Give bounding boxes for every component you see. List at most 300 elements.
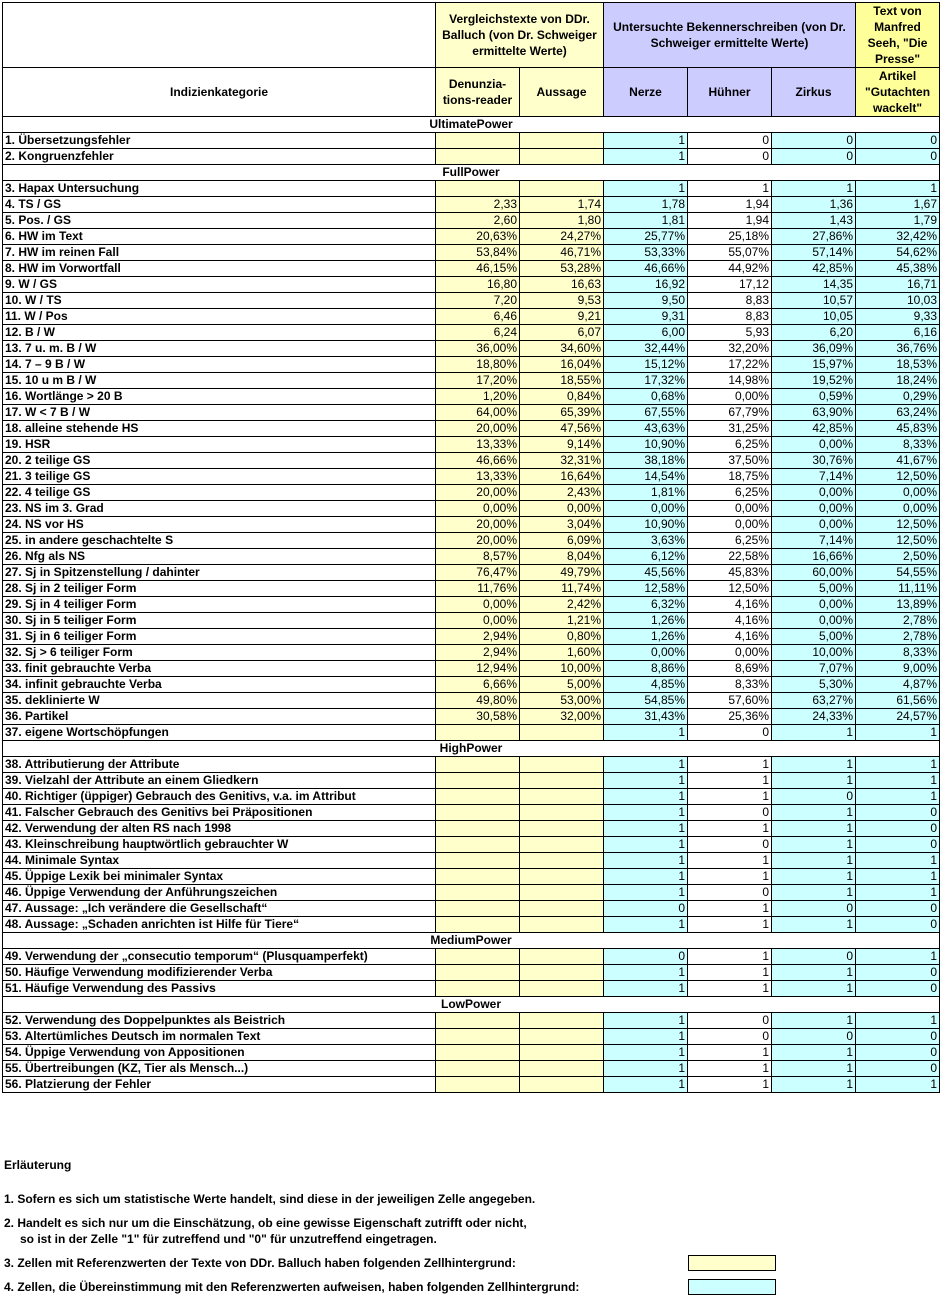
value-cell: 60,00% bbox=[772, 565, 856, 581]
value-cell: 9,14% bbox=[520, 437, 604, 453]
section-title: UltimatePower bbox=[3, 117, 940, 133]
value-cell bbox=[436, 981, 520, 997]
value-cell: 0 bbox=[772, 789, 856, 805]
value-cell: 0 bbox=[772, 901, 856, 917]
value-cell: 24,57% bbox=[856, 709, 940, 725]
value-cell: 0 bbox=[772, 949, 856, 965]
value-cell: 6,24 bbox=[436, 325, 520, 341]
row-label: 17. W < 7 B / W bbox=[3, 405, 436, 421]
header-col-zirkus: Zirkus bbox=[772, 68, 856, 117]
table-row bbox=[3, 437, 940, 453]
table-row bbox=[3, 213, 940, 229]
value-cell: 7,07% bbox=[772, 661, 856, 677]
row-label: 36. Partikel bbox=[3, 709, 436, 725]
table-row bbox=[3, 341, 940, 357]
value-cell: 1 bbox=[772, 821, 856, 837]
value-cell: 1 bbox=[772, 1013, 856, 1029]
value-cell: 0,00% bbox=[688, 517, 772, 533]
value-cell: 2,50% bbox=[856, 549, 940, 565]
value-cell: 0 bbox=[856, 917, 940, 933]
value-cell: 1 bbox=[688, 181, 772, 197]
value-cell bbox=[436, 181, 520, 197]
value-cell: 0,00% bbox=[520, 501, 604, 517]
value-cell: 0,00% bbox=[856, 485, 940, 501]
value-cell: 0 bbox=[856, 149, 940, 165]
value-cell bbox=[520, 885, 604, 901]
row-label: 13. 7 u. m. B / W bbox=[3, 341, 436, 357]
table-row bbox=[3, 325, 940, 341]
value-cell bbox=[436, 149, 520, 165]
table-row bbox=[3, 709, 940, 725]
value-cell: 36,00% bbox=[436, 341, 520, 357]
value-cell: 11,11% bbox=[856, 581, 940, 597]
value-cell: 9,31 bbox=[604, 309, 688, 325]
value-cell: 34,60% bbox=[520, 341, 604, 357]
value-cell: 1 bbox=[688, 1077, 772, 1093]
value-cell: 55,07% bbox=[688, 245, 772, 261]
value-cell: 8,83 bbox=[688, 309, 772, 325]
value-cell: 65,39% bbox=[520, 405, 604, 421]
value-cell: 0 bbox=[772, 1029, 856, 1045]
value-cell: 16,63 bbox=[520, 277, 604, 293]
value-cell: 1 bbox=[604, 965, 688, 981]
table-body bbox=[3, 117, 940, 1093]
value-cell bbox=[520, 965, 604, 981]
value-cell: 1,79 bbox=[856, 213, 940, 229]
table-row bbox=[3, 293, 940, 309]
value-cell: 31,43% bbox=[604, 709, 688, 725]
value-cell: 1,36 bbox=[772, 197, 856, 213]
section-row bbox=[3, 997, 940, 1013]
row-label: 7. HW im reinen Fall bbox=[3, 245, 436, 261]
value-cell: 17,20% bbox=[436, 373, 520, 389]
value-cell: 20,00% bbox=[436, 485, 520, 501]
table-row bbox=[3, 261, 940, 277]
value-cell: 3,04% bbox=[520, 517, 604, 533]
value-cell: 0 bbox=[688, 1013, 772, 1029]
value-cell: 7,14% bbox=[772, 469, 856, 485]
value-cell: 49,80% bbox=[436, 693, 520, 709]
value-cell: 15,12% bbox=[604, 357, 688, 373]
value-cell bbox=[520, 901, 604, 917]
value-cell: 1 bbox=[688, 981, 772, 997]
legend-swatch-match bbox=[688, 1279, 776, 1295]
header-col-denunziationsreader: Denunzia-tions-reader bbox=[436, 68, 520, 117]
value-cell: 0,00% bbox=[604, 501, 688, 517]
value-cell: 1 bbox=[772, 869, 856, 885]
value-cell: 6,25% bbox=[688, 485, 772, 501]
value-cell: 4,16% bbox=[688, 613, 772, 629]
value-cell: 15,97% bbox=[772, 357, 856, 373]
value-cell bbox=[436, 885, 520, 901]
table-row bbox=[3, 549, 940, 565]
value-cell: 1 bbox=[604, 1061, 688, 1077]
value-cell: 1,26% bbox=[604, 613, 688, 629]
value-cell: 5,30% bbox=[772, 677, 856, 693]
value-cell: 1 bbox=[604, 1013, 688, 1029]
value-cell: 0 bbox=[772, 149, 856, 165]
row-label: 51. Häufige Verwendung des Passivs bbox=[3, 981, 436, 997]
value-cell bbox=[436, 901, 520, 917]
value-cell: 10,90% bbox=[604, 437, 688, 453]
value-cell: 1,20% bbox=[436, 389, 520, 405]
table-row bbox=[3, 405, 940, 421]
table-row bbox=[3, 309, 940, 325]
value-cell: 46,15% bbox=[436, 261, 520, 277]
value-cell: 9,33 bbox=[856, 309, 940, 325]
value-cell: 2,78% bbox=[856, 629, 940, 645]
value-cell: 13,89% bbox=[856, 597, 940, 613]
value-cell: 53,28% bbox=[520, 261, 604, 277]
table-row bbox=[3, 501, 940, 517]
row-label: 53. Altertümliches Deutsch im normalen Text bbox=[3, 1029, 436, 1045]
row-label: 52. Verwendung des Doppelpunktes als Beistrich bbox=[3, 1013, 436, 1029]
value-cell: 6,25% bbox=[688, 533, 772, 549]
value-cell: 1 bbox=[772, 885, 856, 901]
table-row bbox=[3, 837, 940, 853]
value-cell bbox=[436, 917, 520, 933]
value-cell: 54,85% bbox=[604, 693, 688, 709]
value-cell: 25,18% bbox=[688, 229, 772, 245]
value-cell: 1 bbox=[688, 901, 772, 917]
value-cell: 5,00% bbox=[772, 629, 856, 645]
value-cell: 0 bbox=[856, 1045, 940, 1061]
header-col-nerze: Nerze bbox=[604, 68, 688, 117]
value-cell: 0,00% bbox=[772, 597, 856, 613]
value-cell: 43,63% bbox=[604, 421, 688, 437]
value-cell: 1 bbox=[688, 949, 772, 965]
value-cell: 63,90% bbox=[772, 405, 856, 421]
value-cell: 2,60 bbox=[436, 213, 520, 229]
value-cell bbox=[520, 981, 604, 997]
legend-swatch-reference bbox=[688, 1255, 776, 1271]
value-cell: 17,12 bbox=[688, 277, 772, 293]
row-label: 22. 4 teilige GS bbox=[3, 485, 436, 501]
value-cell: 1 bbox=[604, 869, 688, 885]
value-cell: 6,46 bbox=[436, 309, 520, 325]
value-cell: 0,00% bbox=[436, 597, 520, 613]
value-cell: 38,18% bbox=[604, 453, 688, 469]
value-cell: 1 bbox=[688, 1061, 772, 1077]
row-label: 34. infinit gebrauchte Verba bbox=[3, 677, 436, 693]
header-indizienkategorie: Indizienkategorie bbox=[3, 68, 436, 117]
value-cell: 2,94% bbox=[436, 629, 520, 645]
row-label: 44. Minimale Syntax bbox=[3, 853, 436, 869]
value-cell: 45,38% bbox=[856, 261, 940, 277]
value-cell: 1 bbox=[856, 789, 940, 805]
value-cell: 14,54% bbox=[604, 469, 688, 485]
row-label: 42. Verwendung der alten RS nach 1998 bbox=[3, 821, 436, 837]
value-cell: 1 bbox=[604, 789, 688, 805]
value-cell: 64,00% bbox=[436, 405, 520, 421]
value-cell: 16,71 bbox=[856, 277, 940, 293]
value-cell: 4,16% bbox=[688, 597, 772, 613]
table-row bbox=[3, 277, 940, 293]
row-label: 27. Sj in Spitzenstellung / dahinter bbox=[3, 565, 436, 581]
value-cell bbox=[520, 917, 604, 933]
value-cell bbox=[520, 773, 604, 789]
row-label: 14. 7 – 9 B / W bbox=[3, 357, 436, 373]
row-label: 47. Aussage: „Ich verändere die Gesellschaft“ bbox=[3, 901, 436, 917]
value-cell: 0 bbox=[772, 133, 856, 149]
row-label: 19. HSR bbox=[3, 437, 436, 453]
header-group-presse: Text von Manfred Seeh, "Die Presse" bbox=[856, 3, 940, 68]
table-row bbox=[3, 485, 940, 501]
row-label: 18. alleine stehende HS bbox=[3, 421, 436, 437]
value-cell bbox=[436, 1013, 520, 1029]
row-label: 5. Pos. / GS bbox=[3, 213, 436, 229]
value-cell: 1 bbox=[856, 1013, 940, 1029]
value-cell: 8,69% bbox=[688, 661, 772, 677]
value-cell: 1 bbox=[856, 885, 940, 901]
value-cell: 12,50% bbox=[688, 581, 772, 597]
value-cell: 1 bbox=[688, 965, 772, 981]
value-cell: 16,80 bbox=[436, 277, 520, 293]
value-cell: 4,87% bbox=[856, 677, 940, 693]
table-row bbox=[3, 677, 940, 693]
value-cell: 8,33% bbox=[856, 437, 940, 453]
value-cell: 1 bbox=[772, 773, 856, 789]
table-row bbox=[3, 869, 940, 885]
value-cell: 31,25% bbox=[688, 421, 772, 437]
row-label: 30. Sj in 5 teiliger Form bbox=[3, 613, 436, 629]
row-label: 6. HW im Text bbox=[3, 229, 436, 245]
value-cell: 49,79% bbox=[520, 565, 604, 581]
value-cell: 1,80 bbox=[520, 213, 604, 229]
value-cell: 1 bbox=[772, 1061, 856, 1077]
value-cell: 18,53% bbox=[856, 357, 940, 373]
value-cell: 12,94% bbox=[436, 661, 520, 677]
value-cell: 1 bbox=[604, 149, 688, 165]
table-row bbox=[3, 245, 940, 261]
row-label: 29. Sj in 4 teiliger Form bbox=[3, 597, 436, 613]
value-cell: 36,09% bbox=[772, 341, 856, 357]
value-cell: 0,00% bbox=[604, 645, 688, 661]
row-label: 38. Attributierung der Attribute bbox=[3, 757, 436, 773]
value-cell: 1 bbox=[604, 853, 688, 869]
value-cell: 53,84% bbox=[436, 245, 520, 261]
value-cell bbox=[520, 757, 604, 773]
value-cell: 1 bbox=[772, 965, 856, 981]
value-cell bbox=[436, 821, 520, 837]
value-cell: 0,84% bbox=[520, 389, 604, 405]
value-cell: 1 bbox=[688, 917, 772, 933]
value-cell: 8,33% bbox=[688, 677, 772, 693]
value-cell: 1 bbox=[856, 869, 940, 885]
value-cell: 0,00% bbox=[688, 645, 772, 661]
value-cell: 0 bbox=[688, 885, 772, 901]
value-cell: 45,83% bbox=[688, 565, 772, 581]
row-label: 4. TS / GS bbox=[3, 197, 436, 213]
value-cell: 9,50 bbox=[604, 293, 688, 309]
value-cell bbox=[436, 1029, 520, 1045]
value-cell: 1 bbox=[688, 821, 772, 837]
value-cell: 3,63% bbox=[604, 533, 688, 549]
section-row bbox=[3, 741, 940, 757]
value-cell: 57,14% bbox=[772, 245, 856, 261]
value-cell: 54,55% bbox=[856, 565, 940, 581]
value-cell: 13,33% bbox=[436, 469, 520, 485]
table-row bbox=[3, 197, 940, 213]
value-cell: 0,80% bbox=[520, 629, 604, 645]
value-cell: 1 bbox=[772, 917, 856, 933]
value-cell: 1 bbox=[856, 181, 940, 197]
value-cell: 0,29% bbox=[856, 389, 940, 405]
table-row bbox=[3, 565, 940, 581]
row-label: 21. 3 teilige GS bbox=[3, 469, 436, 485]
value-cell: 16,92 bbox=[604, 277, 688, 293]
value-cell: 0,00% bbox=[772, 437, 856, 453]
value-cell: 1,26% bbox=[604, 629, 688, 645]
value-cell: 20,00% bbox=[436, 421, 520, 437]
value-cell: 1,81 bbox=[604, 213, 688, 229]
value-cell: 7,14% bbox=[772, 533, 856, 549]
value-cell: 18,24% bbox=[856, 373, 940, 389]
value-cell: 0 bbox=[688, 133, 772, 149]
value-cell: 1 bbox=[688, 757, 772, 773]
value-cell: 32,20% bbox=[688, 341, 772, 357]
value-cell: 10,00% bbox=[520, 661, 604, 677]
value-cell: 4,85% bbox=[604, 677, 688, 693]
value-cell: 0 bbox=[856, 965, 940, 981]
table-row bbox=[3, 1045, 940, 1061]
table-row bbox=[3, 149, 940, 165]
value-cell bbox=[520, 181, 604, 197]
value-cell: 42,85% bbox=[772, 421, 856, 437]
value-cell bbox=[436, 949, 520, 965]
value-cell: 0,00% bbox=[688, 389, 772, 405]
value-cell: 13,33% bbox=[436, 437, 520, 453]
value-cell: 0 bbox=[856, 1029, 940, 1045]
value-cell bbox=[520, 869, 604, 885]
value-cell: 18,75% bbox=[688, 469, 772, 485]
value-cell: 1 bbox=[856, 853, 940, 869]
value-cell: 1,74 bbox=[520, 197, 604, 213]
value-cell: 12,50% bbox=[856, 533, 940, 549]
indicator-table bbox=[2, 2, 940, 1093]
row-label: 25. in andere geschachtelte S bbox=[3, 533, 436, 549]
value-cell: 54,62% bbox=[856, 245, 940, 261]
value-cell bbox=[436, 789, 520, 805]
header-col-aussage: Aussage bbox=[520, 68, 604, 117]
value-cell: 6,00 bbox=[604, 325, 688, 341]
value-cell: 1,81% bbox=[604, 485, 688, 501]
table-row bbox=[3, 789, 940, 805]
value-cell: 9,21 bbox=[520, 309, 604, 325]
value-cell: 46,66% bbox=[604, 261, 688, 277]
value-cell: 1 bbox=[604, 133, 688, 149]
table-row bbox=[3, 613, 940, 629]
value-cell: 8,33% bbox=[856, 645, 940, 661]
value-cell: 53,33% bbox=[604, 245, 688, 261]
value-cell: 6,20 bbox=[772, 325, 856, 341]
value-cell: 0,00% bbox=[436, 501, 520, 517]
table-row bbox=[3, 373, 940, 389]
table-row bbox=[3, 389, 940, 405]
value-cell: 9,00% bbox=[856, 661, 940, 677]
value-cell: 25,77% bbox=[604, 229, 688, 245]
value-cell: 0 bbox=[856, 901, 940, 917]
value-cell: 27,86% bbox=[772, 229, 856, 245]
value-cell bbox=[520, 949, 604, 965]
row-label: 41. Falscher Gebrauch des Genitivs bei Präpositionen bbox=[3, 805, 436, 821]
table-row bbox=[3, 949, 940, 965]
value-cell: 6,07 bbox=[520, 325, 604, 341]
row-label: 10. W / TS bbox=[3, 293, 436, 309]
value-cell: 0 bbox=[604, 949, 688, 965]
table-row bbox=[3, 1029, 940, 1045]
value-cell: 63,27% bbox=[772, 693, 856, 709]
value-cell: 1 bbox=[604, 757, 688, 773]
value-cell: 0,00% bbox=[688, 501, 772, 517]
row-label: 8. HW im Vorwortfall bbox=[3, 261, 436, 277]
value-cell: 1 bbox=[604, 181, 688, 197]
table-row bbox=[3, 629, 940, 645]
table-row bbox=[3, 517, 940, 533]
table-row bbox=[3, 453, 940, 469]
value-cell: 45,56% bbox=[604, 565, 688, 581]
value-cell: 2,94% bbox=[436, 645, 520, 661]
table-row bbox=[3, 661, 940, 677]
value-cell: 14,35 bbox=[772, 277, 856, 293]
value-cell: 12,50% bbox=[856, 469, 940, 485]
row-label: 15. 10 u m B / W bbox=[3, 373, 436, 389]
value-cell: 1 bbox=[688, 853, 772, 869]
value-cell: 1 bbox=[856, 773, 940, 789]
legend-item-2a: 2. Handelt es sich nur um die Einschätzung, ob eine gewisse Eigenschaft zutrifft oder nicht, bbox=[4, 1216, 527, 1230]
value-cell: 9,53 bbox=[520, 293, 604, 309]
legend-item-1: 1. Sofern es sich um statistische Werte handelt, sind diese in der jeweiligen Zelle angegeben. bbox=[4, 1192, 536, 1206]
header-group-vergleichstexte: Vergleichstexte von DDr. Balluch (von Dr. Schweiger ermittelte Werte) bbox=[436, 3, 604, 68]
value-cell: 57,60% bbox=[688, 693, 772, 709]
value-cell bbox=[436, 1045, 520, 1061]
value-cell: 1 bbox=[604, 981, 688, 997]
header-col-huehner: Hühner bbox=[688, 68, 772, 117]
value-cell: 6,32% bbox=[604, 597, 688, 613]
value-cell: 16,66% bbox=[772, 549, 856, 565]
value-cell: 1 bbox=[856, 757, 940, 773]
row-label: 26. Nfg als NS bbox=[3, 549, 436, 565]
value-cell: 37,50% bbox=[688, 453, 772, 469]
value-cell: 20,63% bbox=[436, 229, 520, 245]
value-cell: 36,76% bbox=[856, 341, 940, 357]
row-label: 12. B / W bbox=[3, 325, 436, 341]
value-cell: 1 bbox=[772, 1077, 856, 1093]
header-corner bbox=[3, 3, 436, 68]
value-cell bbox=[436, 805, 520, 821]
row-label: 56. Platzierung der Fehler bbox=[3, 1077, 436, 1093]
value-cell: 42,85% bbox=[772, 261, 856, 277]
table-row bbox=[3, 421, 940, 437]
value-cell: 10,03 bbox=[856, 293, 940, 309]
value-cell: 1,78 bbox=[604, 197, 688, 213]
table-row bbox=[3, 773, 940, 789]
table-row bbox=[3, 133, 940, 149]
value-cell: 6,12% bbox=[604, 549, 688, 565]
value-cell: 24,27% bbox=[520, 229, 604, 245]
table-row bbox=[3, 901, 940, 917]
table-row bbox=[3, 917, 940, 933]
row-label: 54. Üppige Verwendung von Appositionen bbox=[3, 1045, 436, 1061]
row-label: 50. Häufige Verwendung modifizierender Verba bbox=[3, 965, 436, 981]
table-row bbox=[3, 757, 940, 773]
value-cell bbox=[520, 1061, 604, 1077]
row-label: 20. 2 teilige GS bbox=[3, 453, 436, 469]
value-cell: 1,43 bbox=[772, 213, 856, 229]
value-cell: 11,74% bbox=[520, 581, 604, 597]
value-cell: 1 bbox=[604, 1045, 688, 1061]
table-row bbox=[3, 469, 940, 485]
